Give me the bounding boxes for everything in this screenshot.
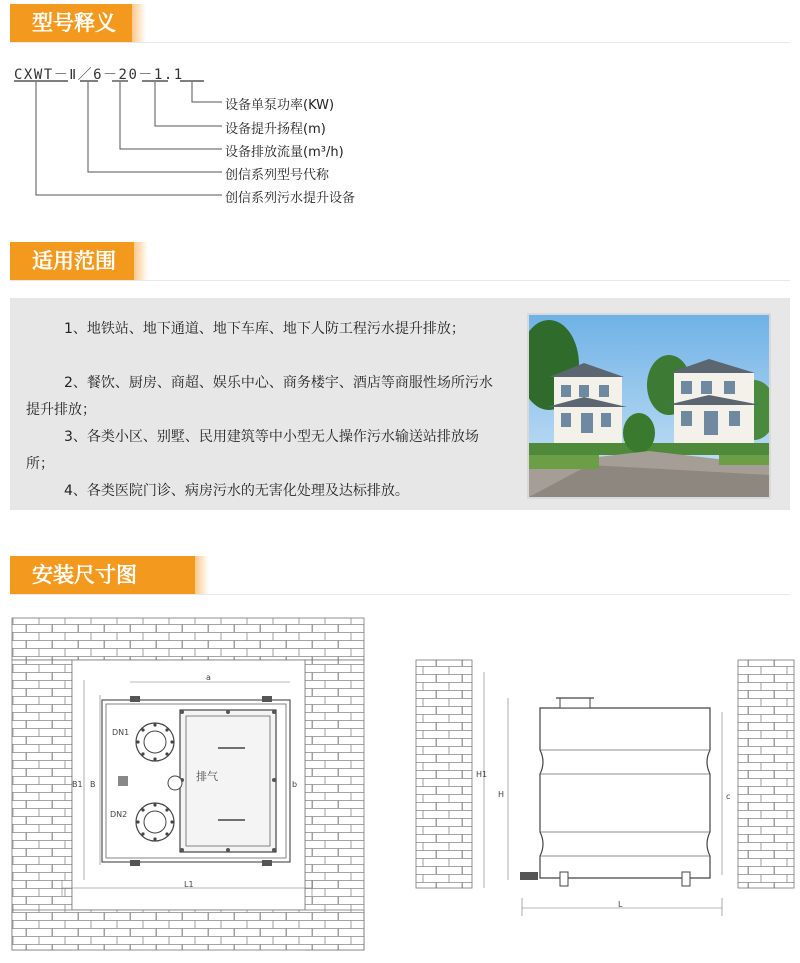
label-h1: H1 [476,770,488,779]
label-vent: 排气 [196,770,218,783]
villa-photo [527,313,771,499]
scope-item-2 [26,370,498,424]
model-legend-lines [0,0,800,220]
label-l: L [618,900,623,909]
legend-power: 设备单泵功率(KW) [225,98,335,113]
legend-series-code: 创信系列型号代称 [225,168,330,183]
divider [10,594,790,595]
label-b-side: b [292,780,298,789]
top-view-drawing [0,600,380,963]
side-view-drawing [410,650,800,920]
scope-item-4 [26,478,498,505]
label-c: c [726,792,731,801]
model-code: CXWT－Ⅱ／6－20－1.1 [14,67,184,83]
scope-item-3 [26,424,498,478]
scope-item-4-text: 4、各类医院门诊、病房污水的无害化处理及达标排放。 [64,483,409,499]
divider [10,280,790,281]
label-dn2: DN2 [110,810,128,819]
label-dn1: DN1 [112,728,130,737]
label-a: a [206,673,211,682]
scope-item-2-text: 2、餐饮、厨房、商超、娱乐中心、商务楼宇、酒店等商服性场所污水提升排放； [26,375,493,418]
section-title-scope-text: 适用范围 [32,249,116,273]
section-title-model-text: 型号释义 [32,11,116,35]
legend-series-equipment: 创信系列污水提升设备 [225,191,356,206]
legend-flow: 设备排放流量(m³/h) [225,145,344,160]
label-b1: B1 [72,780,83,789]
label-h: H [498,790,505,799]
label-b: B [90,780,96,789]
scope-item-1 [26,316,498,343]
section-title-scope [10,242,134,280]
section-title-install [10,556,195,594]
legend-head: 设备提升扬程(m) [225,122,326,137]
section-title-install-text: 安装尺寸图 [32,563,137,587]
scope-item-3-text: 3、各类小区、别墅、民用建筑等中小型无人操作污水输送站排放场所； [26,429,479,472]
scope-item-1-text: 1、地铁站、地下通道、地下车库、地下人防工程污水提升排放； [64,321,465,337]
label-l1: L1 [184,880,194,889]
